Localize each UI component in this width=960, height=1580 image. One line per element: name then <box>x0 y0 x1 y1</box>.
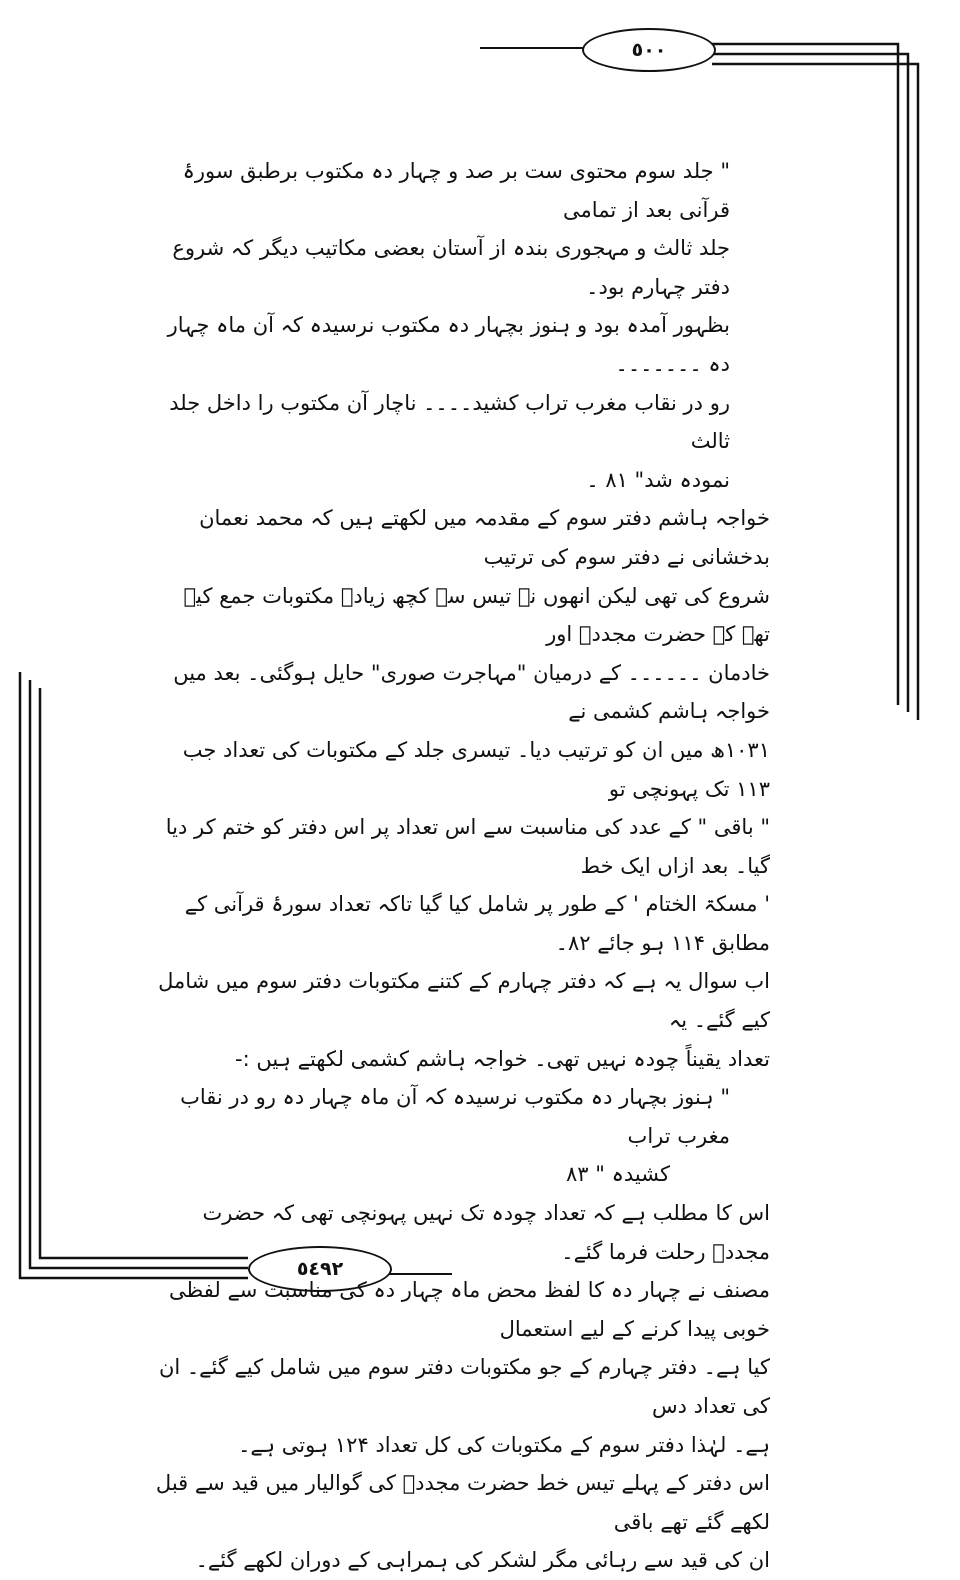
text-line: ' مسکۃ الختام ' کے طور پر شامل کیا گیا تاکہ تعداد سورۂ قرآنی کے مطابق ۱۱۴ ہو جائے ۸۲۔ <box>184 892 770 955</box>
body-paragraph-2 <box>150 1194 770 1464</box>
page-number-top <box>582 28 716 72</box>
body-paragraph-1 <box>150 499 770 1078</box>
page-number-top-text: ٥٠٠ <box>631 39 667 61</box>
text-line: " باقی " کے عدد کی مناسبت سے اس تعداد پر اس دفتر کو ختم کر دیا گیا۔ بعد ازاں ایک خط <box>165 815 770 878</box>
text-line: ان کی قید سے رہائی مگر لشکر کی ہمراہی کے دوران لکھے گئے۔ <box>195 1548 770 1573</box>
text-line: بظہور آمدہ بود و ہنوز بچہار دہ مکتوب نرسیدہ کہ آن ماہ چہار دہ ۔۔۔۔۔۔۔ <box>167 313 730 376</box>
text-line: " جلد سوم محتوی ست بر صد و چہار دہ مکتوب برطبق سورۂ قرآنی بعد از تمامی <box>182 159 730 222</box>
body-paragraph-3 <box>150 1464 770 1580</box>
page-number-bottom-text: ٥٤٩٢ <box>296 1258 344 1280</box>
text-line: کشیدہ " ۸۳ <box>566 1162 670 1187</box>
text-line: اب سوال یہ ہے کہ دفتر چہارم کے کتنے مکتوبات دفتر سوم میں شامل کیے گئے۔ یہ <box>158 969 770 1033</box>
text-line: کیا ہے۔ دفتر چہارم کے جو مکتوبات دفتر سوم میں شامل کیے گئے۔ ان کی تعداد دس <box>158 1355 770 1418</box>
text-line: تعداد یقیناً چودہ نہیں تھی۔ خواجہ ہاشم کشمی لکھتے ہیں :- <box>235 1046 770 1071</box>
text-line: مصنف نے چہار دہ کا لفظ محض ماہ چہار دہ کی مناسبت سے لفظی خوبی پیدا کرنے کے لیے استعمال <box>169 1278 770 1341</box>
text-line: اس دفتر کے پہلے تیس خط حضرت مجددؒ کی گوالیار میں قید سے قبل لکھے گئے تھے باقی <box>155 1471 770 1534</box>
text-line: ۱۰۳۱ھ میں ان کو ترتیب دیا۔ تیسری جلد کے مکتوبات کی تعداد جب ۱۱۳ تک پہونچی تو <box>182 737 770 801</box>
text-line: شروع کی تھی لیکن انھوں نے تیس سے کچھ زیادہ مکتوبات جمع کیے تھے کہ حضرت مجددؒ اور <box>183 583 770 647</box>
quote-block-1 <box>150 152 770 499</box>
text-line: خواجہ ہاشم دفتر سوم کے مقدمہ میں لکھتے ہیں کہ محمد نعمان بدخشانی نے دفتر سوم کی ترتیب <box>199 506 770 569</box>
text-line: ہے۔ لہٰذا دفتر سوم کے مکتوبات کی کل تعداد ۱۲۴ ہوتی ہے۔ <box>238 1432 770 1457</box>
text-line: نمودہ شد" ۸۱ ۔ <box>586 467 730 492</box>
text-line: رو در نقاب مغرب تراب کشید۔۔۔۔ ناچار آن مکتوب را داخل جلد ثالث <box>169 390 730 454</box>
page-body-text <box>150 152 770 1580</box>
text-line: جلد ثالث و مہجوری بندہ از آستان بعضی مکاتیب دیگر کہ شروع دفتر چہارم بود۔ <box>172 236 730 299</box>
text-line: " ہنوز بچہار دہ مکتوب نرسیدہ کہ آن ماہ چہار دہ رو در نقاب مغرب تراب <box>180 1085 730 1148</box>
text-line: خادمان ۔۔۔۔۔۔ کے درمیان "مہاجرت صوری" حایل ہوگئی۔ بعد میں خواجہ ہاشم کشمی نے <box>173 660 770 724</box>
text-line: اس کا مطلب ہے کہ تعداد چودہ تک نہیں پہونچی تھی کہ حضرت مجددؒ رحلت فرما گئے۔ <box>202 1201 770 1264</box>
quote-block-2 <box>150 1078 770 1194</box>
